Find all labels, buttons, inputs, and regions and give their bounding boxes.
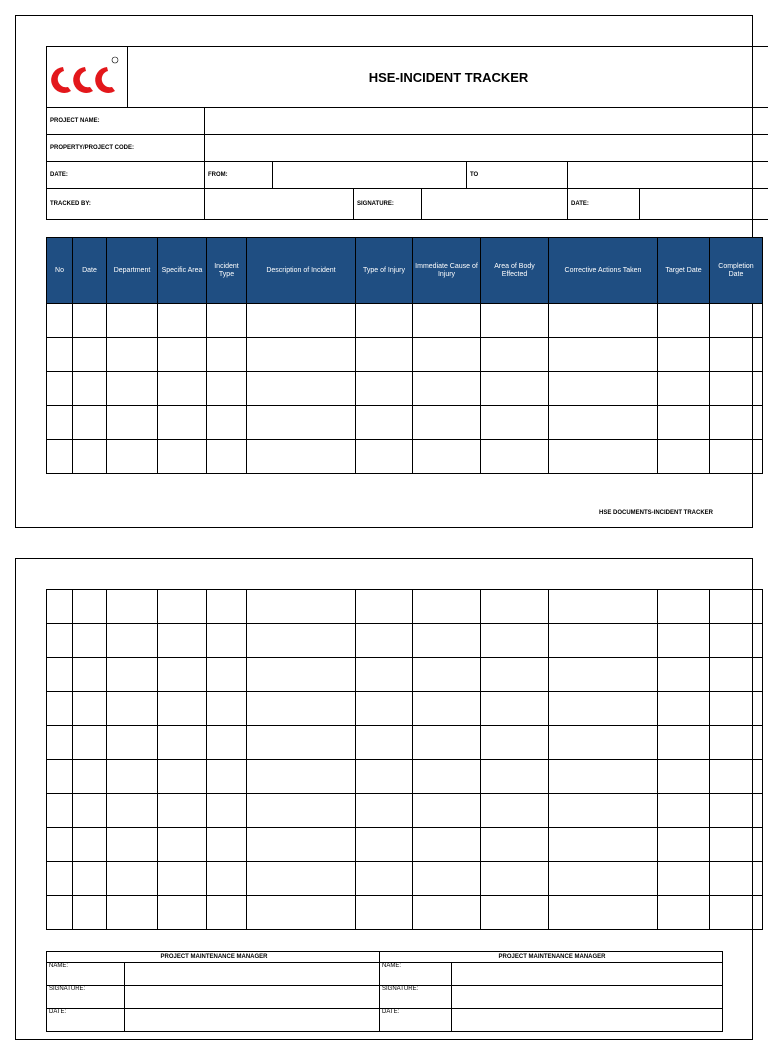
table-cell[interactable] <box>47 692 73 726</box>
table-cell[interactable] <box>658 590 710 624</box>
table-cell[interactable] <box>247 372 356 406</box>
table-cell[interactable] <box>710 828 763 862</box>
table-header-row <box>47 238 763 304</box>
table-cell[interactable] <box>658 372 710 406</box>
table-cell[interactable] <box>47 372 73 406</box>
table-row <box>47 338 763 372</box>
signoff-table <box>46 951 723 1032</box>
table-cell[interactable] <box>207 406 247 440</box>
table-cell[interactable] <box>107 658 158 692</box>
table-cell[interactable] <box>356 862 413 896</box>
table-cell[interactable] <box>413 692 481 726</box>
col-description: Description of Incident <box>247 238 356 304</box>
table-cell[interactable] <box>247 760 356 794</box>
signoff-right-header: PROJECT MAINTENANCE MANAGER <box>380 952 723 963</box>
col-date: Date <box>73 238 107 304</box>
table-row <box>47 760 763 794</box>
table-cell[interactable] <box>710 338 763 372</box>
table-cell[interactable] <box>413 760 481 794</box>
table-cell[interactable] <box>658 760 710 794</box>
col-immediate-cause: Immediate Cause of Injury <box>413 238 481 304</box>
table-cell[interactable] <box>481 828 549 862</box>
col-specific-area: Specific Area <box>158 238 207 304</box>
table-cell[interactable] <box>73 896 107 930</box>
table-row <box>47 862 763 896</box>
table-cell[interactable] <box>356 440 413 474</box>
table-cell[interactable] <box>710 440 763 474</box>
table-row <box>47 440 763 474</box>
table-cell[interactable] <box>73 658 107 692</box>
table-cell[interactable] <box>710 896 763 930</box>
incident-table <box>46 237 763 474</box>
table-cell[interactable] <box>47 440 73 474</box>
table-cell[interactable] <box>356 406 413 440</box>
table-cell[interactable] <box>47 338 73 372</box>
table-cell[interactable] <box>247 658 356 692</box>
table-cell[interactable] <box>107 896 158 930</box>
table-cell[interactable] <box>481 658 549 692</box>
table-cell[interactable] <box>658 658 710 692</box>
project-name-label: PROJECT NAME: <box>50 117 100 124</box>
table-cell[interactable] <box>710 726 763 760</box>
table-cell[interactable] <box>413 862 481 896</box>
signoff-left-header: PROJECT MAINTENANCE MANAGER <box>47 952 380 963</box>
table-cell[interactable] <box>207 304 247 338</box>
signoff-name-field[interactable] <box>125 963 380 986</box>
table-cell[interactable] <box>73 726 107 760</box>
table-cell[interactable] <box>47 828 73 862</box>
table-cell[interactable] <box>356 896 413 930</box>
table-cell[interactable] <box>47 794 73 828</box>
table-row <box>47 896 763 930</box>
table-cell[interactable] <box>710 862 763 896</box>
table-cell[interactable] <box>549 828 658 862</box>
table-cell[interactable] <box>158 304 207 338</box>
table-cell[interactable] <box>710 760 763 794</box>
table-cell[interactable] <box>247 794 356 828</box>
table-cell[interactable] <box>549 624 658 658</box>
to-label: TO <box>470 171 479 178</box>
table-cell[interactable] <box>549 658 658 692</box>
table-row <box>47 406 763 440</box>
table-cell[interactable] <box>158 590 207 624</box>
table-cell[interactable] <box>710 590 763 624</box>
table-cell[interactable] <box>481 590 549 624</box>
table-cell[interactable] <box>158 726 207 760</box>
col-type-of-injury: Type of Injury <box>356 238 413 304</box>
table-cell[interactable] <box>247 896 356 930</box>
table-cell[interactable] <box>549 440 658 474</box>
table-cell[interactable] <box>247 406 356 440</box>
table-cell[interactable] <box>207 760 247 794</box>
table-cell[interactable] <box>481 794 549 828</box>
table-cell[interactable] <box>658 624 710 658</box>
table-cell[interactable] <box>207 624 247 658</box>
table-cell[interactable] <box>549 590 658 624</box>
signoff-name-label-right: NAME: <box>380 963 452 986</box>
signature-field[interactable] <box>422 188 567 219</box>
table-cell[interactable] <box>549 338 658 372</box>
table-cell[interactable] <box>413 828 481 862</box>
table-row <box>47 372 763 406</box>
table-cell[interactable] <box>413 896 481 930</box>
document-footer-label: HSE DOCUMENTS-INCIDENT TRACKER <box>599 510 713 516</box>
property-code-field[interactable] <box>205 134 768 161</box>
table-cell[interactable] <box>356 372 413 406</box>
table-cell[interactable] <box>356 692 413 726</box>
table-cell[interactable] <box>413 440 481 474</box>
table-cell[interactable] <box>413 658 481 692</box>
table-cell[interactable] <box>710 372 763 406</box>
table-cell[interactable] <box>247 624 356 658</box>
date-label: DATE: <box>50 171 68 178</box>
table-cell[interactable] <box>247 726 356 760</box>
table-cell[interactable] <box>107 406 158 440</box>
table-cell[interactable] <box>107 372 158 406</box>
table-row <box>47 794 763 828</box>
table-cell[interactable] <box>710 658 763 692</box>
table-cell[interactable] <box>158 372 207 406</box>
table-cell[interactable] <box>207 658 247 692</box>
table-cell[interactable] <box>413 624 481 658</box>
table-cell[interactable] <box>107 624 158 658</box>
table-cell[interactable] <box>158 862 207 896</box>
tracked-by-row <box>46 188 768 220</box>
table-cell[interactable] <box>247 862 356 896</box>
col-incident-type: Incident Type <box>207 238 247 304</box>
table-cell[interactable] <box>413 726 481 760</box>
table-cell[interactable] <box>549 692 658 726</box>
table-cell[interactable] <box>549 794 658 828</box>
table-cell[interactable] <box>481 406 549 440</box>
table-cell[interactable] <box>73 440 107 474</box>
property-code-label: PROPERTY/PROJECT CODE: <box>50 144 135 151</box>
table-cell[interactable] <box>413 590 481 624</box>
table-cell[interactable] <box>73 862 107 896</box>
table-cell[interactable] <box>207 896 247 930</box>
table-cell[interactable] <box>47 590 73 624</box>
table-cell[interactable] <box>481 726 549 760</box>
table-cell[interactable] <box>549 406 658 440</box>
table-cell[interactable] <box>107 338 158 372</box>
date2-label: DATE: <box>571 200 589 207</box>
table-cell[interactable] <box>710 794 763 828</box>
table-row <box>47 658 763 692</box>
table-cell[interactable] <box>247 590 356 624</box>
signoff-signature-field[interactable] <box>125 986 380 1009</box>
table-cell[interactable] <box>207 726 247 760</box>
table-cell[interactable] <box>658 896 710 930</box>
table-cell[interactable] <box>549 304 658 338</box>
table-cell[interactable] <box>481 692 549 726</box>
table-cell[interactable] <box>356 624 413 658</box>
table-cell[interactable] <box>107 304 158 338</box>
signoff-date-field-right[interactable] <box>452 1009 723 1032</box>
table-cell[interactable] <box>549 862 658 896</box>
table-cell[interactable] <box>158 896 207 930</box>
signoff-name-label: NAME: <box>47 963 125 986</box>
table-cell[interactable] <box>107 862 158 896</box>
table-cell[interactable] <box>158 794 207 828</box>
company-logo <box>47 47 128 107</box>
table-cell[interactable] <box>356 726 413 760</box>
table-cell[interactable] <box>481 862 549 896</box>
col-corrective-actions: Corrective Actions Taken <box>549 238 658 304</box>
table-cell[interactable] <box>47 304 73 338</box>
table-cell[interactable] <box>356 828 413 862</box>
table-cell[interactable] <box>73 372 107 406</box>
table-cell[interactable] <box>247 828 356 862</box>
table-cell[interactable] <box>47 896 73 930</box>
table-row <box>47 726 763 760</box>
table-cell[interactable] <box>481 760 549 794</box>
table-cell[interactable] <box>158 692 207 726</box>
table-cell[interactable] <box>73 760 107 794</box>
table-cell[interactable] <box>413 794 481 828</box>
table-cell[interactable] <box>207 590 247 624</box>
signoff-signature-label-right: SIGNATURE: <box>380 986 452 1009</box>
table-cell[interactable] <box>481 304 549 338</box>
table-cell[interactable] <box>413 338 481 372</box>
col-department: Department <box>107 238 158 304</box>
table-cell[interactable] <box>356 658 413 692</box>
table-cell[interactable] <box>107 760 158 794</box>
tracked-by-label: TRACKED BY: <box>50 200 91 207</box>
table-cell[interactable] <box>413 304 481 338</box>
table-cell[interactable] <box>247 692 356 726</box>
table-cell[interactable] <box>47 658 73 692</box>
table-cell[interactable] <box>107 726 158 760</box>
table-cell[interactable] <box>247 304 356 338</box>
table-cell[interactable] <box>413 372 481 406</box>
table-cell[interactable] <box>47 624 73 658</box>
table-cell[interactable] <box>710 692 763 726</box>
table-cell[interactable] <box>247 338 356 372</box>
table-cell[interactable] <box>207 862 247 896</box>
table-cell[interactable] <box>481 896 549 930</box>
incident-table-continued <box>46 589 763 930</box>
table-cell[interactable] <box>207 692 247 726</box>
table-cell[interactable] <box>413 406 481 440</box>
signoff-date-label-right: DATE: <box>380 1009 452 1032</box>
signoff-date-field[interactable] <box>125 1009 380 1032</box>
table-cell[interactable] <box>158 406 207 440</box>
signoff-signature-label: SIGNATURE: <box>47 986 125 1009</box>
table-cell[interactable] <box>481 440 549 474</box>
table-cell[interactable] <box>207 338 247 372</box>
table-cell[interactable] <box>47 726 73 760</box>
table-cell[interactable] <box>107 828 158 862</box>
table-cell[interactable] <box>158 658 207 692</box>
table-cell[interactable] <box>356 338 413 372</box>
table-cell[interactable] <box>207 794 247 828</box>
table-cell[interactable] <box>549 760 658 794</box>
table-cell[interactable] <box>73 304 107 338</box>
table-cell[interactable] <box>658 726 710 760</box>
table-cell[interactable] <box>73 338 107 372</box>
table-cell[interactable] <box>710 406 763 440</box>
table-row <box>47 828 763 862</box>
table-cell[interactable] <box>73 828 107 862</box>
table-row <box>47 590 763 624</box>
table-cell[interactable] <box>107 440 158 474</box>
table-cell[interactable] <box>658 338 710 372</box>
date-range-row <box>46 161 768 189</box>
table-cell[interactable] <box>481 624 549 658</box>
table-cell[interactable] <box>710 624 763 658</box>
table-row <box>47 692 763 726</box>
page-title: HSE-INCIDENT TRACKER <box>368 69 529 85</box>
table-cell[interactable] <box>47 862 73 896</box>
table-cell[interactable] <box>158 338 207 372</box>
table-cell[interactable] <box>47 760 73 794</box>
table-cell[interactable] <box>207 828 247 862</box>
table-cell[interactable] <box>107 590 158 624</box>
col-target-date: Target Date <box>658 238 710 304</box>
table-row <box>47 624 763 658</box>
project-name-field[interactable] <box>205 107 768 134</box>
table-cell[interactable] <box>207 440 247 474</box>
table-cell[interactable] <box>356 304 413 338</box>
table-cell[interactable] <box>658 692 710 726</box>
table-cell[interactable] <box>73 692 107 726</box>
from-field[interactable] <box>273 161 466 188</box>
col-body-area: Area of Body Effected <box>481 238 549 304</box>
table-cell[interactable] <box>658 794 710 828</box>
signoff-name-field-right[interactable] <box>452 963 723 986</box>
table-cell[interactable] <box>73 624 107 658</box>
col-no: No <box>47 238 73 304</box>
table-cell[interactable] <box>73 406 107 440</box>
table-cell[interactable] <box>549 726 658 760</box>
form-header <box>46 46 768 108</box>
signature-label: SIGNATURE: <box>357 200 394 207</box>
table-cell[interactable] <box>158 828 207 862</box>
table-cell[interactable] <box>710 304 763 338</box>
project-name-row <box>46 107 768 135</box>
table-cell[interactable] <box>73 794 107 828</box>
table-cell[interactable] <box>658 828 710 862</box>
table-cell[interactable] <box>158 624 207 658</box>
table-cell[interactable] <box>73 590 107 624</box>
table-cell[interactable] <box>481 372 549 406</box>
date2-field[interactable] <box>640 188 768 219</box>
col-completion-date: Completion Date <box>710 238 763 304</box>
table-cell[interactable] <box>658 406 710 440</box>
from-label: FROM: <box>208 171 228 178</box>
table-cell[interactable] <box>107 692 158 726</box>
table-row <box>47 304 763 338</box>
table-cell[interactable] <box>549 372 658 406</box>
signoff-date-label: DATE: <box>47 1009 125 1032</box>
table-cell[interactable] <box>658 440 710 474</box>
table-cell[interactable] <box>207 372 247 406</box>
table-cell[interactable] <box>356 590 413 624</box>
table-cell[interactable] <box>247 440 356 474</box>
table-cell[interactable] <box>356 760 413 794</box>
property-code-row <box>46 134 768 162</box>
table-cell[interactable] <box>47 406 73 440</box>
table-cell[interactable] <box>158 440 207 474</box>
table-cell[interactable] <box>658 862 710 896</box>
table-cell[interactable] <box>158 760 207 794</box>
table-cell[interactable] <box>658 304 710 338</box>
table-cell[interactable] <box>549 896 658 930</box>
table-cell[interactable] <box>107 794 158 828</box>
signoff-signature-field-right[interactable] <box>452 986 723 1009</box>
table-cell[interactable] <box>481 338 549 372</box>
to-field[interactable] <box>568 161 768 188</box>
tracked-by-field[interactable] <box>205 188 353 219</box>
table-cell[interactable] <box>356 794 413 828</box>
